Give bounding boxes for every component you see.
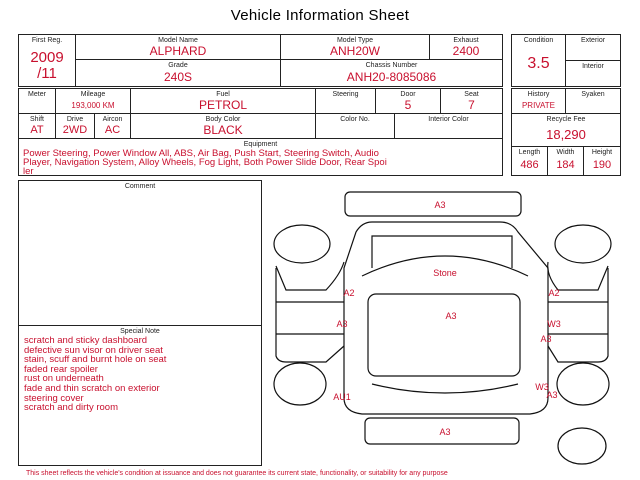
door-cell (375, 88, 441, 114)
color-no-label: Color No. (340, 116, 370, 123)
spare-wheel (558, 428, 606, 464)
exhaust-value: 2400 (452, 44, 480, 58)
meter-label: Meter (28, 91, 46, 98)
fuel-cell (130, 88, 316, 114)
history-label: History (527, 91, 550, 98)
body-color-value: BLACK (203, 123, 243, 137)
comment-label: Comment (124, 183, 156, 190)
color-no-cell (315, 113, 395, 139)
special-note-label: Special Note (120, 328, 160, 335)
rear-left-wheel (274, 363, 326, 405)
exhaust-cell (429, 34, 503, 60)
width-label: Width (556, 149, 575, 156)
model-name-value: ALPHARD (149, 44, 207, 58)
right-front-fender (548, 262, 608, 290)
disclaimer-footer: This sheet reflects the vehicle's condition at issuance and does not guarantee its current state, functionality, or suitability for any purpose (26, 470, 448, 477)
body-color-label: Body Color (205, 116, 241, 123)
history-value: PRIVATE (521, 101, 556, 110)
shift-cell (18, 113, 56, 139)
damage-mark-rear: A3 (439, 427, 451, 437)
meter-cell (18, 88, 56, 114)
equipment-line: Power Steering, Power Window All, ABS, Air Bag, Push Start, Steering Switch, Audio (23, 148, 379, 159)
damage-mark-right-front-fender: A2 (548, 288, 560, 298)
length-cell (511, 146, 548, 176)
drive-label: Drive (66, 116, 84, 123)
drive-cell (55, 113, 95, 139)
mileage-label: Mileage (80, 91, 106, 98)
special-note-item: stain, scuff and burnt hole on seat (24, 354, 167, 366)
mileage-cell (55, 88, 131, 114)
rear-right-wheel (557, 363, 609, 405)
mileage-value: 193,000 KM (71, 101, 115, 110)
height-value: 190 (592, 159, 612, 171)
left-front-fender (276, 262, 344, 290)
chassis-number-value: ANH20-8085086 (346, 70, 437, 84)
special-note-item: scratch and sticky dashboard (24, 335, 148, 346)
right-side-panel (548, 268, 608, 362)
first-reg-label: First Reg. (31, 37, 63, 44)
condition-label: Condition (523, 37, 554, 44)
damage-mark-left-front-door: A3 (336, 319, 348, 329)
model-type-value: ANH20W (329, 44, 380, 58)
first-reg-year: 2009 (30, 49, 64, 66)
height-cell (583, 146, 621, 176)
exterior-cell (565, 34, 621, 61)
model-name-cell (75, 34, 281, 60)
interior-color-label: Interior Color (428, 116, 469, 123)
syaken-cell (565, 88, 621, 114)
first-reg-month: /11 (37, 65, 57, 82)
damage-mark-right-front-door: W3 (547, 319, 561, 329)
width-value: 184 (556, 159, 575, 171)
recycle-fee-value: 18,290 (546, 127, 586, 142)
height-label: Height (591, 149, 613, 156)
exhaust-label: Exhaust (453, 37, 479, 44)
aircon-label: Aircon (102, 116, 123, 123)
condition-value: 3.5 (527, 55, 550, 72)
grade-value: 240S (163, 70, 193, 84)
fuel-label: Fuel (216, 91, 230, 98)
seat-label: Seat (464, 91, 479, 98)
left-side-panel (276, 268, 344, 362)
steering-label: Steering (332, 91, 359, 98)
chassis-number-cell (280, 59, 503, 87)
model-type-cell (280, 34, 430, 60)
special-note-item: rust on underneath (24, 373, 104, 385)
seat-cell (440, 88, 503, 114)
equipment-text (23, 149, 387, 176)
recycle-fee-cell (511, 113, 621, 147)
equipment-cell (18, 138, 503, 176)
interior-cell (565, 60, 621, 87)
sheet-title: Vehicle Information Sheet (230, 7, 410, 24)
rear-window-line (372, 384, 518, 393)
damage-mark-right-slide-door: A3 (540, 334, 552, 344)
damage-mark-left-rear: AU1 (333, 392, 351, 402)
door-label: Door (400, 91, 416, 98)
aircon-value: AC (104, 124, 121, 136)
front-right-wheel (555, 225, 611, 263)
syaken-label: Syaken (581, 91, 605, 98)
history-cell (511, 88, 566, 114)
damage-mark-front: A3 (434, 200, 446, 210)
special-note-list (24, 336, 166, 413)
special-note-item: scratch and dirty room (24, 402, 118, 414)
model-name-label: Model Name (158, 37, 198, 44)
aircon-cell (94, 113, 131, 139)
model-type-label: Model Type (336, 37, 374, 44)
damage-mark-right-rear-lower: A3 (546, 390, 558, 400)
grade-label: Grade (168, 62, 188, 69)
special-note-item: fade and thin scratch on exterior (24, 382, 160, 394)
steering-cell (315, 88, 376, 114)
special-note-item: faded rear spoiler (24, 363, 98, 375)
fuel-value: PETROL (198, 98, 247, 112)
chassis-number-label: Chassis Number (365, 62, 418, 69)
front-left-wheel (274, 225, 330, 263)
condition-cell (511, 34, 566, 87)
door-value: 5 (404, 98, 412, 112)
special-note-item: defective sun visor on driver seat (24, 344, 163, 356)
interior-label: Interior (582, 63, 604, 70)
damage-mark-right-rear-upper: W3 (535, 382, 549, 392)
shift-value: AT (30, 124, 44, 136)
drive-value: 2WD (62, 124, 88, 136)
car-damage-diagram (266, 178, 616, 468)
equipment-line: ler (23, 166, 34, 177)
grade-cell (75, 59, 281, 87)
first-reg-cell (18, 34, 76, 87)
shift-label: Shift (29, 116, 44, 123)
damage-mark-roof: A3 (445, 311, 457, 321)
damage-mark-hood: Stone (433, 268, 457, 278)
recycle-fee-label: Recycle Fee (546, 116, 586, 123)
roof-shape (368, 294, 520, 376)
equipment-line: Player, Navigation System, Alloy Wheels, Fog Light, Both Power Slide Door, Rear Spoi (23, 157, 387, 168)
special-note-box (18, 325, 262, 466)
body-color-cell (130, 113, 316, 139)
length-label: Length (518, 149, 541, 156)
equipment-label: Equipment (243, 141, 278, 148)
special-note-item: steering cover (24, 392, 84, 404)
width-cell (547, 146, 584, 176)
comment-box (18, 180, 262, 326)
seat-value: 7 (468, 98, 475, 112)
front-bumper-shape (345, 192, 521, 216)
interior-color-cell (394, 113, 503, 139)
damage-mark-left-front-fender: A2 (343, 288, 355, 298)
exterior-label: Exterior (580, 37, 606, 44)
hood-line (372, 236, 512, 268)
length-value: 486 (520, 159, 539, 171)
